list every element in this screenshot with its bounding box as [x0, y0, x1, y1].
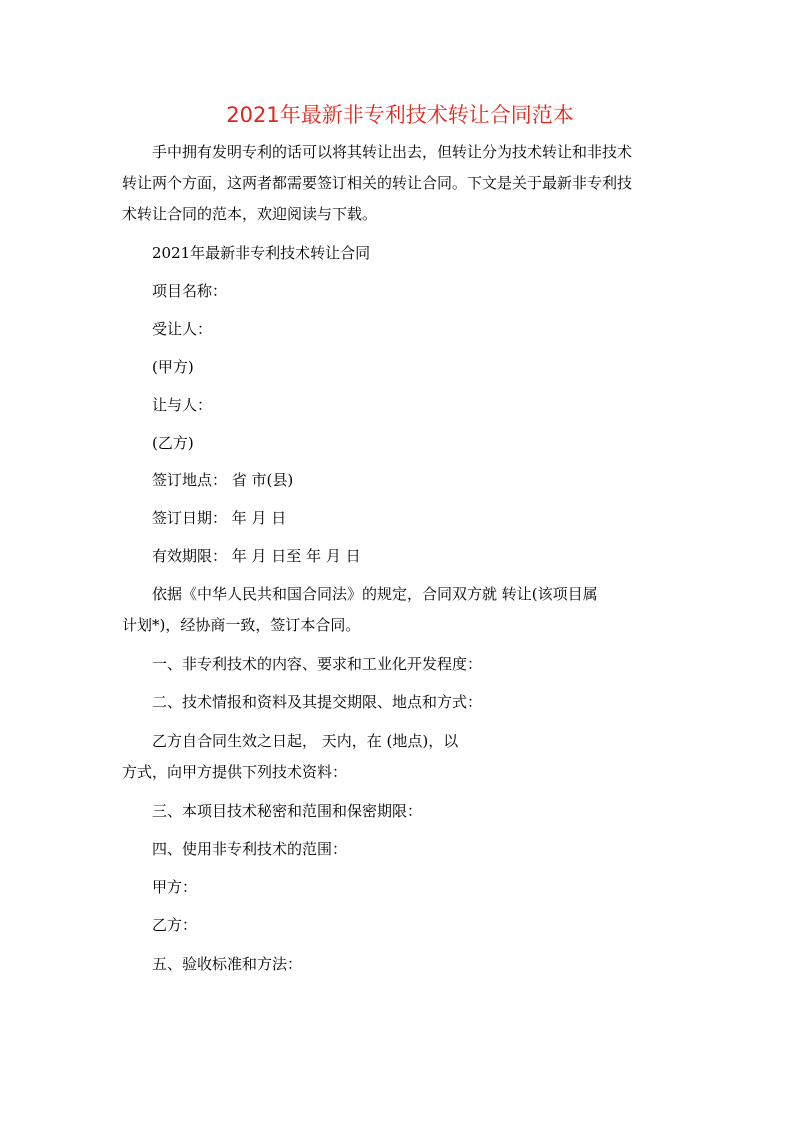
contract-title: 2021年最新非专利技术转让合同 — [152, 244, 371, 262]
intro-line-3: 术转让合同的范本，欢迎阅读与下载。 — [122, 205, 378, 223]
section-4-party-a: 甲方： — [152, 878, 198, 896]
field-assignor: 让与人： — [152, 396, 213, 414]
field-sign-place: 签订地点： 省 市(县) — [152, 471, 294, 489]
field-party-b: (乙方) — [152, 434, 194, 452]
field-party-a: (甲方) — [152, 358, 194, 376]
section-4-party-b: 乙方： — [152, 916, 198, 934]
basis-line-1: 依据《中华人民共和国合同法》的规定，合同双方就 转让(该项目属 — [152, 585, 598, 603]
field-valid-period: 有效期限： 年 月 日至 年 月 日 — [152, 547, 361, 565]
intro-line-2: 转让两个方面，这两者都需要签订相关的转让合同。下文是关于最新非专利技 — [122, 174, 633, 192]
basis-line-2: 计划*)，经协商一致，签订本合同。 — [122, 616, 361, 634]
field-assignee: 受让人： — [152, 320, 213, 338]
section-2-heading: 二、技术情报和资料及其提交期限、地点和方式： — [152, 693, 483, 711]
section-4-heading: 四、使用非专利技术的范围： — [152, 840, 348, 858]
document-title: 2021年最新非专利技术转让合同范本 — [226, 103, 574, 127]
field-sign-date: 签订日期： 年 月 日 — [152, 509, 287, 527]
field-project-name: 项目名称： — [152, 282, 228, 300]
section-2-body-line-1: 乙方自合同生效之日起， 天内，在 (地点)，以 — [152, 732, 459, 750]
section-1-heading: 一、非专利技术的内容、要求和工业化开发程度： — [152, 655, 483, 673]
section-5-heading: 五、验收标准和方法： — [152, 955, 303, 973]
section-3-heading: 三、本项目技术秘密和范围和保密期限： — [152, 802, 423, 820]
section-2-body-line-2: 方式，向甲方提供下列技术资料： — [122, 763, 348, 781]
intro-line-1: 手中拥有发明专利的话可以将其转让出去，但转让分为技术转让和非技术 — [152, 143, 633, 161]
